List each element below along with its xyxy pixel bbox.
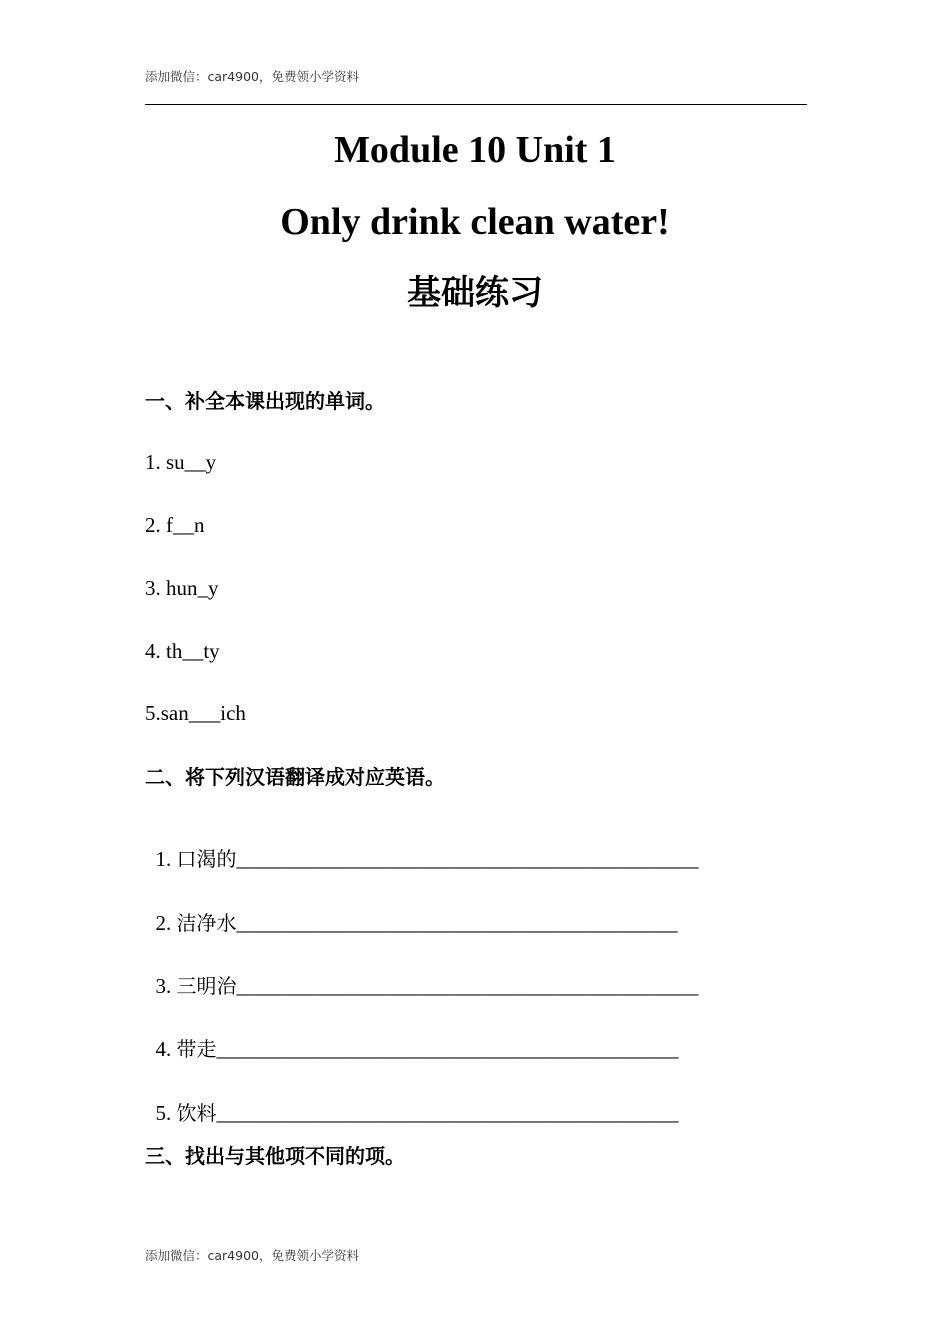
chinese-word: 饮料 xyxy=(176,1101,217,1125)
word-item: 1. su__y xyxy=(145,450,217,474)
item-number: 5. xyxy=(155,1101,177,1125)
title-lesson: Only drink clean water! xyxy=(280,201,670,243)
item-number: 3. xyxy=(155,974,177,998)
translation-item xyxy=(145,892,678,934)
item-number: 2. xyxy=(155,911,177,935)
title-exercise: 基础练习 xyxy=(407,273,543,313)
section3-heading: 三、找出与其他项不同的项。 xyxy=(145,1144,405,1168)
chinese-word: 口渴的 xyxy=(176,847,237,871)
answer-blank[interactable]: ____________________________________________ xyxy=(216,1101,679,1125)
answer-blank[interactable]: __________________________________________ xyxy=(236,911,678,935)
header-divider xyxy=(145,104,807,105)
answer-blank[interactable]: ____________________________________________ xyxy=(236,847,699,871)
word-item: 4. th__ty xyxy=(145,639,220,663)
item-number: 1. xyxy=(155,847,177,871)
title-module: Module 10 Unit 1 xyxy=(334,129,616,171)
translation-item xyxy=(145,828,699,870)
translation-item xyxy=(145,1082,679,1124)
section2-heading: 二、将下列汉语翻译成对应英语。 xyxy=(145,765,445,789)
section1-heading: 一、补全本课出现的单词。 xyxy=(145,389,385,413)
chinese-word: 洁净水 xyxy=(176,911,237,935)
word-item: 2. f__n xyxy=(145,513,205,537)
chinese-word: 带走 xyxy=(176,1037,217,1061)
item-number: 4. xyxy=(155,1037,177,1061)
word-item: 5.san___ich xyxy=(145,701,246,725)
word-item: 3. hun_y xyxy=(145,576,219,600)
translation-item xyxy=(145,955,699,997)
answer-blank[interactable]: ____________________________________________ xyxy=(236,974,699,998)
footer-note: 添加微信：car4900，免费领小学资料 xyxy=(145,1248,359,1263)
header-note: 添加微信：car4900，免费领小学资料 xyxy=(145,69,359,84)
answer-blank[interactable]: ____________________________________________ xyxy=(216,1037,679,1061)
translation-item xyxy=(145,1018,679,1060)
chinese-word: 三明治 xyxy=(176,974,237,998)
